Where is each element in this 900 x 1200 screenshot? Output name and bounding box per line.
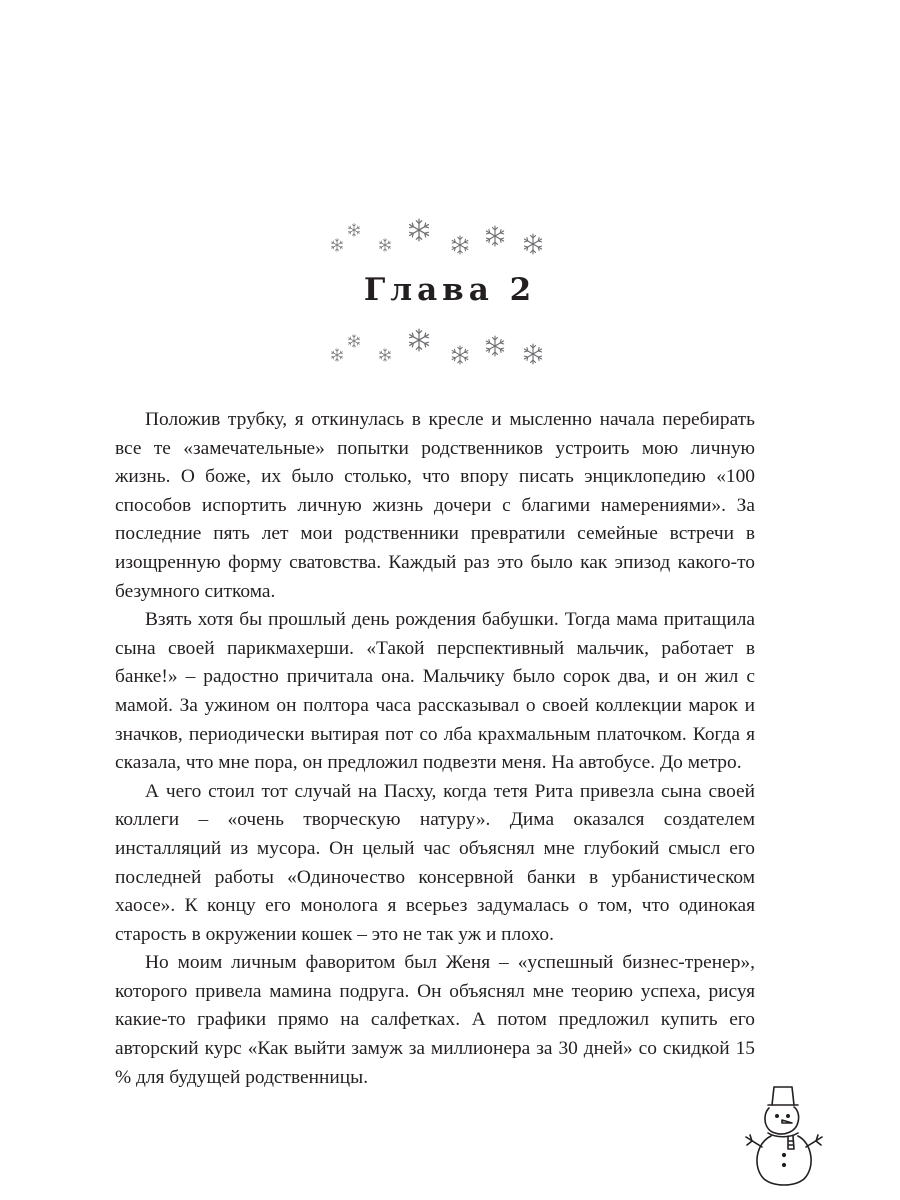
chapter-body — [115, 406, 755, 1092]
paragraph: А чего стоил тот случай на Пасху, когда тетя Рита привезла сына своей коллеги – «очень творческую натуру». Дима оказался создателем инсталляций из мусора. Он целый час объяснял мне глубокий смысл его последней работы «Одиночество консервной банки в урбанистическом хаосе». К концу его монолога я всерьез задумалась о том, что одинокая старость в окружении кошек – это не так уж и плохо. — [115, 780, 755, 945]
chapter-title: Глава 2 — [363, 272, 537, 308]
snowflake-icon — [522, 343, 544, 365]
snowflake-icon — [484, 225, 506, 247]
top-snowflake-ornament — [0, 205, 900, 275]
snowflake-icon — [407, 218, 431, 242]
snowflake-icon — [484, 335, 506, 357]
snowflake-icon — [330, 348, 344, 362]
snowflake-icon — [450, 345, 470, 365]
bottom-snowflake-ornament — [0, 318, 900, 388]
snowflake-icon — [450, 235, 470, 255]
snowflake-icon — [522, 233, 544, 255]
snowflake-icon — [378, 238, 392, 252]
snowflake-icon — [407, 328, 431, 352]
paragraph: Положив трубку, я откинулась в кресле и мысленно начала перебирать все те «замечательные» попытки родственников устроить мою личную жизнь. О боже, их было столько, что впору писать энциклопедию «100 способов испортить личную жизнь дочери с благими намерениями». За последние пять лет мои родственники превратили семейные встречи в изощренную форму сватовства. Каждый раз это было как эпизод какого-то безумного ситкома. — [115, 409, 755, 602]
snowflake-icon — [330, 238, 344, 252]
snowflake-icon — [347, 223, 361, 237]
paragraph: Но моим личным фаворитом был Женя – «успешный бизнес-тренер», которого привела мамина подруга. Он объяснял мне теорию успеха, рисуя какие-то графики прямо на салфетках. А потом предложил купить его авторский курс «Как выйти замуж за миллионера за 30 дней» со скидкой 15 % для будущей родственницы. — [115, 952, 755, 1088]
snowman-icon — [738, 1075, 828, 1187]
snowflake-icon — [347, 334, 361, 348]
paragraph: Взять хотя бы прошлый день рождения бабушки. Тогда мама притащила сына своей парикмахерши. «Такой перспективный мальчик, работает в банке!» – радостно причитала она. Мальчику было сорок два, и он жил с мамой. За ужином он полтора часа рассказывал о своей коллекции марок и значков, периодически вытирая пот со лба крахмальным платочком. Когда я сказала, что мне пора, он предложил подвезти меня. На автобусе. До метро. — [115, 609, 755, 774]
snowflake-icon — [378, 348, 392, 362]
